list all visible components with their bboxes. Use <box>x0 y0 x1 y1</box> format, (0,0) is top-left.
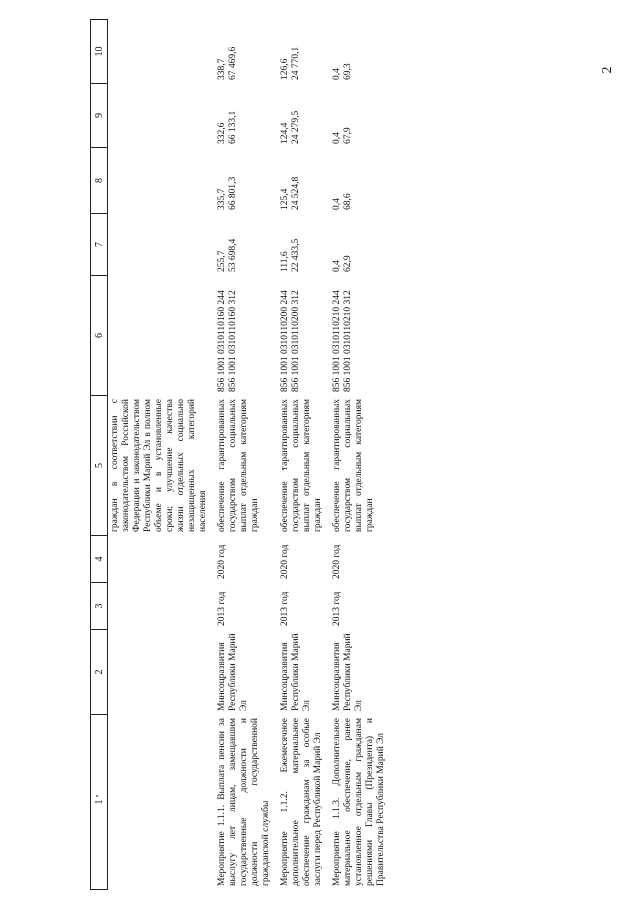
value: 335,7 <box>217 188 227 210</box>
col-header: 1 <box>91 715 108 890</box>
col-header: 10 <box>91 20 108 84</box>
budget-codes <box>330 276 393 396</box>
value-col-8 <box>278 148 330 214</box>
start-year: 2013 год <box>217 591 227 626</box>
executor: Минсоцразвития Республики Марий Эл <box>280 633 312 711</box>
value: 111,6 <box>280 251 290 272</box>
budget-code: 856 1001 0310110200 312 <box>291 290 301 392</box>
col-header: 7 <box>91 214 108 276</box>
column-number-row <box>91 20 108 890</box>
value-col-7 <box>278 214 330 276</box>
value: 255,7 <box>217 250 227 272</box>
measure-name: Мероприятие 1.1.2. Ежемесячное дополнительное материальное обеспечение гражданам за особые заслуги перед Республикой Марий Эл <box>280 718 323 886</box>
program-table <box>90 19 393 890</box>
budget-codes <box>215 276 278 396</box>
col-header: 6 <box>91 276 108 396</box>
expected-result: обеспечение гарантированных государством социальных выплат отдельным категориям граждан <box>280 399 323 532</box>
value: 67 469,6 <box>228 46 238 80</box>
value: 68,6 <box>343 193 353 210</box>
measure-name: Мероприятие 1.1.1. Выплата пенсии за выслугу лет лицам, замещавшим государственные должности и должности государственной гражданской службы <box>217 718 271 886</box>
value: 66 133,1 <box>228 110 238 144</box>
col-header: 5 <box>91 396 108 536</box>
value: 0,4 <box>332 132 342 144</box>
page-number: 2 <box>600 66 615 74</box>
value-col-8 <box>215 148 278 214</box>
value-col-10 <box>330 20 393 84</box>
value: 24 770,1 <box>291 46 301 80</box>
value: 62,9 <box>343 255 353 272</box>
value-col-9 <box>330 84 393 148</box>
budget-code: 856 1001 0310110210 312 <box>343 290 353 392</box>
value: 0,4 <box>332 198 342 210</box>
rotated-page <box>90 20 620 890</box>
value: 24 279,5 <box>291 110 301 144</box>
table-row <box>278 20 330 890</box>
value-col-10 <box>278 20 330 84</box>
end-year: 2020 год <box>332 544 342 579</box>
value: 24 524,8 <box>291 176 301 210</box>
start-year: 2013 год <box>280 591 290 626</box>
value: 338,7 <box>217 58 227 80</box>
value: 0,4 <box>332 260 342 272</box>
value-col-10 <box>215 20 278 84</box>
value: 0,4 <box>332 68 342 80</box>
value: 22 433,5 <box>291 238 301 272</box>
continuation-text: граждан в соответствии с законодательством Российской Федерации и законодательством Республики Марий Эл в полном объеме и в установленные сроки; улучшение качества жизни отдельных социально незащищенных категорий населения <box>110 399 208 532</box>
value: 66 801,3 <box>228 176 238 210</box>
end-year: 2020 год <box>217 544 227 579</box>
budget-code: 856 1001 0310110210 244 <box>332 290 342 392</box>
col-header: 3 <box>91 583 108 630</box>
table-container <box>90 20 620 890</box>
continuation-row <box>108 20 216 890</box>
budget-code: 856 1001 0310110160 312 <box>228 290 238 392</box>
value: 332,6 <box>217 122 227 144</box>
value-col-7 <box>215 214 278 276</box>
col-header: 9 <box>91 84 108 148</box>
value: 126,6 <box>280 58 290 80</box>
value-col-9 <box>215 84 278 148</box>
col-header: 4 <box>91 536 108 583</box>
measure-name: Мероприятие 1.1.3. Дополнительное материальное обеспечение, ранее установленное отдельным гражданам решениями Главы (Президента) и Правительства Республики Марий Эл <box>332 718 386 886</box>
executor: Минсоцразвития Республики Марий Эл <box>332 633 364 711</box>
budget-code: 856 1001 0310110200 244 <box>280 290 290 392</box>
expected-result: обеспечение гарантированных государством социальных выплат отдельным категориям граждан <box>332 399 375 532</box>
col-header: 2 <box>91 630 108 715</box>
start-year: 2013 год <box>332 591 342 626</box>
value-col-7 <box>330 214 393 276</box>
expected-result: обеспечение гарантированных государством социальных выплат отдельным категориям граждан <box>217 399 260 532</box>
value: 69,3 <box>343 63 353 80</box>
value-col-9 <box>278 84 330 148</box>
value: 67,9 <box>343 127 353 144</box>
end-year: 2020 год <box>280 544 290 579</box>
value: 125,4 <box>280 188 290 210</box>
table-row <box>215 20 278 890</box>
table-row <box>330 20 393 890</box>
value-col-8 <box>330 148 393 214</box>
value: 124,4 <box>280 122 290 144</box>
budget-code: 856 1001 0310110160 244 <box>217 290 227 392</box>
budget-codes <box>278 276 330 396</box>
value: 53 698,4 <box>228 238 238 272</box>
executor: Минсоцразвития Республики Марий Эл <box>217 633 249 711</box>
col-header: 8 <box>91 148 108 214</box>
